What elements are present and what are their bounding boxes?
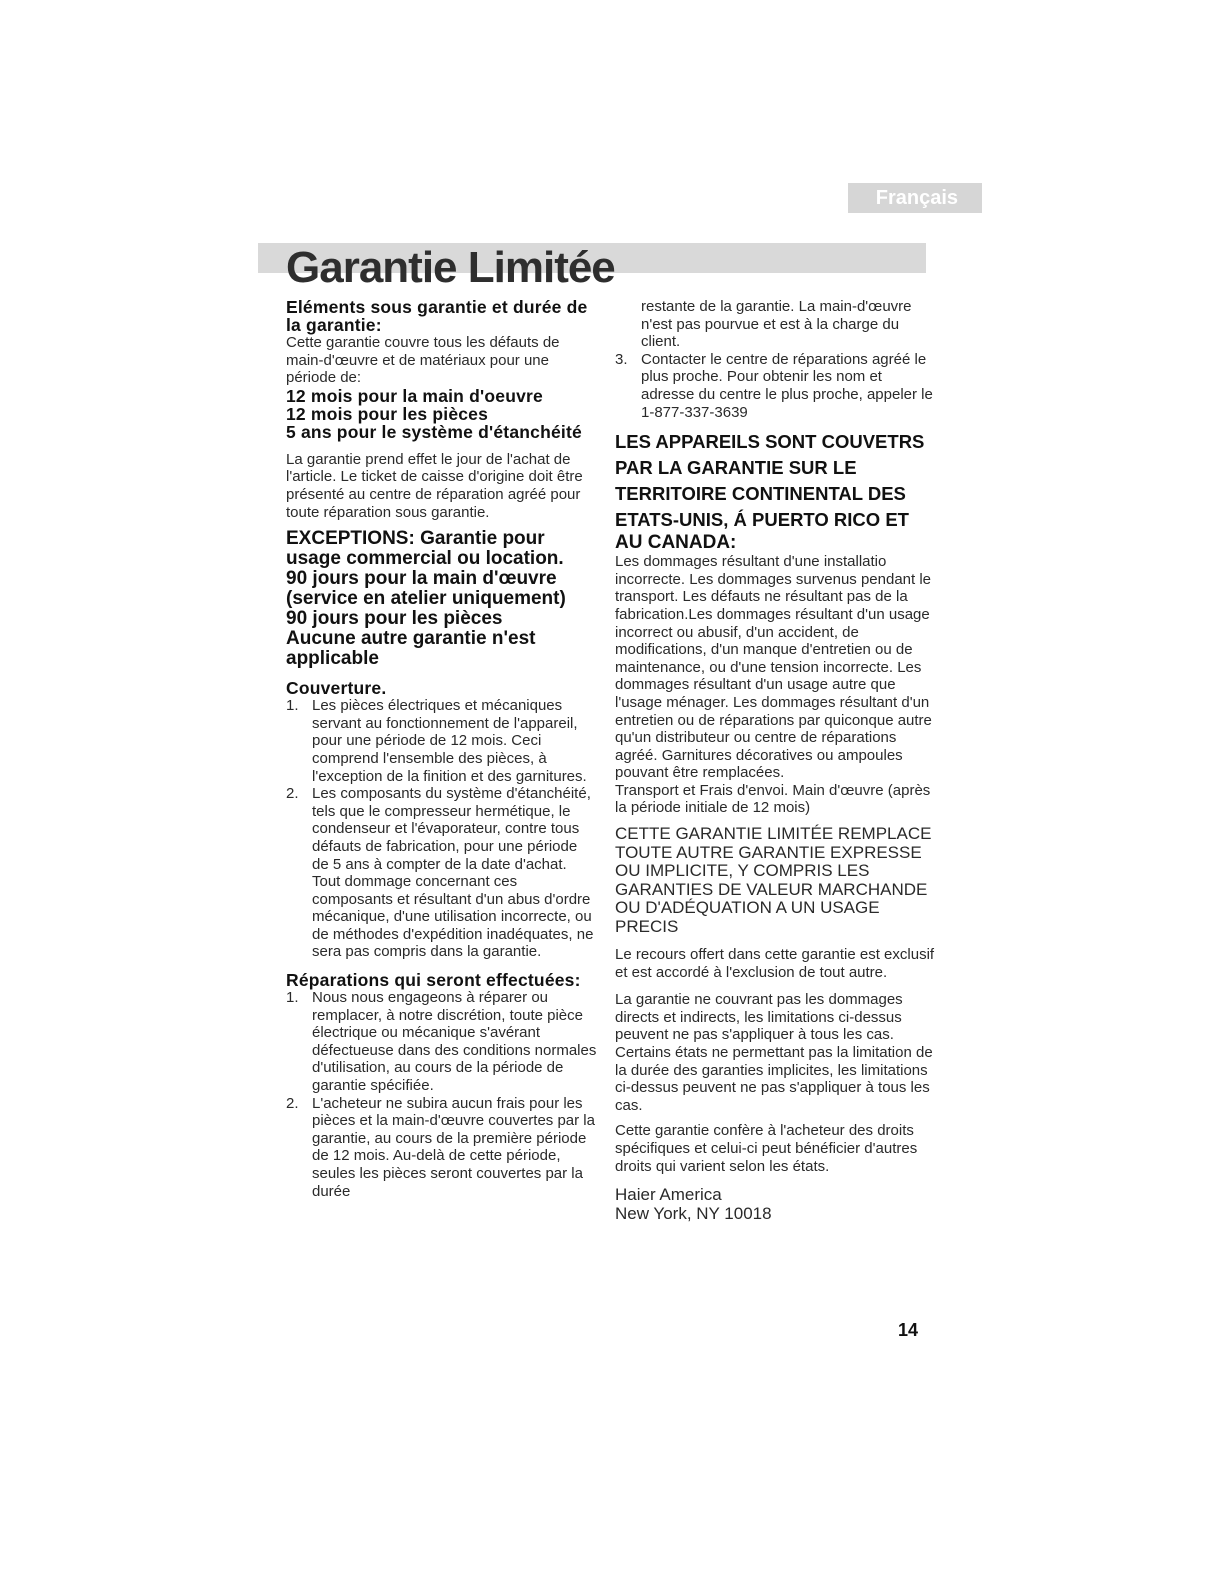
list-text: L'acheteur ne subira aucun frais pour les pièces et la main-d'œuvre couvertes par la garantie, au cours de la première période de 12 mois. Au-delà de cette période, seules les pièces seront couvertes par la durée <box>312 1094 595 1200</box>
warranty-start-paragraph: La garantie prend effet le jour de l'achat de l'article. Le ticket de caisse d'origine doit être présenté au centre de réparation agréé pour toute réparation sous garantie. <box>286 450 583 521</box>
exceptions-labor: 90 jours pour la main d'œuvre (service en atelier uniquement) <box>286 568 566 610</box>
exceptions-heading: EXCEPTIONS: Garantie pour usage commercial ou location. <box>286 528 564 570</box>
territory-heading-canada: AU CANADA: <box>615 532 737 554</box>
coverage-duration-heading: Eléments sous garantie et durée de la garantie: <box>286 297 588 335</box>
list-number: 3. <box>615 350 628 368</box>
repairs-continuation: restante de la garantie. La main-d'œuvre n'est pas pourvue et est à la charge du client. <box>641 298 912 351</box>
repairs-heading: Réparations qui seront effectuées: <box>286 970 581 991</box>
coverage-duration-body: Cette garantie couvre tous les défauts de main-d'œuvre et de matériaux pour une période de: <box>286 334 560 387</box>
list-text: Les pièces électriques et mécaniques servant au fonctionnement de l'appareil, pour une période de 12 mois. Ceci comprend l'ensemble des pièces, à l'exception de la finition et des garnitures. <box>312 697 587 785</box>
list-number: 1. <box>286 989 299 1007</box>
list-text: Contacter le centre de réparations agréé le plus proche. Pour obtenir les nom et adresse du centre le plus proche, appeler le 1-877-337-3639 <box>641 350 933 421</box>
term-labor: 12 mois pour la main d'oeuvre <box>286 385 543 406</box>
term-parts: 12 mois pour les pièces <box>286 403 489 424</box>
exceptions-none: Aucune autre garantie n'est applicable <box>286 628 536 670</box>
list-text: Les composants du système d'étanchéité, tels que le compresseur hermétique, le condenseur et l'évaporateur, contre tous défauts de fabrication, pour une période de 5 ans à compter de la date d'achat. Tout dommage concernant ces composants et résultant d'un abus d'ordre mécanique, d'une utilisation incorrecte, ou de méthodes d'expédition inadéquates, ne sera pas compris dans la garantie. <box>312 785 594 961</box>
coverage-heading: Couverture. <box>286 678 387 699</box>
list-item <box>286 697 598 785</box>
list-number: 2. <box>286 785 299 803</box>
repairs-list-continued <box>615 351 935 421</box>
right-column <box>615 298 935 1223</box>
damages-paragraph: Les dommages résultant d'une installatio incorrecte. Les dommages survenus pendant le transport. Les défauts ne résultant pas de la fabrication.Les dommages résultant d'un usage incorrect ou abusif, d'un accident, de modifications, d'un manque d'entretien ou de maintenance, ou d'une tension incorrecte. Les dommages résultant d'un usage autre que l'usage ménager. Les dommages résultant d'un entretien ou de réparations par quiconque autre qu'un distributeur ou centre de réparations agréé. Garnitures décoratives ou ampoules pouvant être remplacées. <box>615 553 932 782</box>
transport-paragraph: Transport et Frais d'envoi. Main d'œuvre (après la période initiale de 12 mois) <box>615 781 931 817</box>
page-title: Garantie Limitée <box>286 243 615 292</box>
company-city: New York, NY 10018 <box>615 1204 772 1224</box>
term-sealed-system: 5 ans pour le système d'étanchéité <box>286 421 582 442</box>
territory-heading: LES APPAREILS SONT COUVETRS PAR LA GARANTIE SUR LE TERRITOIRE CONTINENTAL DES ETATS-UNIS, Á PUERTO RICO ET <box>615 431 925 531</box>
left-column <box>286 298 598 1200</box>
list-item <box>286 989 598 1095</box>
limitations-paragraph: La garantie ne couvrant pas les dommages directs et indirects, les limitations ci-dessus peuvent ne pas s'appliquer à tous les cas. Certains états ne permettant pas la limitation de la durée des garanties implicites, les limitations ci-dessus peuvent ne pas s'appliquer à tous les cas. <box>615 991 933 1114</box>
list-item <box>615 351 935 421</box>
list-item <box>286 785 598 961</box>
list-number: 2. <box>286 1094 299 1112</box>
page-number: 14 <box>898 1320 919 1340</box>
coverage-list <box>286 697 598 961</box>
list-number: 1. <box>286 697 299 715</box>
company-name: Haier America <box>615 1185 722 1205</box>
repairs-list <box>286 989 598 1200</box>
list-text: Nous nous engageons à réparer ou remplacer, à notre discrétion, toute pièce électrique ou mécanique s'avérant défectueuse dans des conditions normales d'utilisation, au cours de la période de garantie spécifiée. <box>312 989 597 1095</box>
exceptions-parts: 90 jours pour les pièces <box>286 608 503 630</box>
exclusive-remedy-paragraph: Le recours offert dans cette garantie est exclusif et est accordé à l'exclusion de tout autre. <box>615 946 935 981</box>
list-item <box>286 1095 598 1201</box>
rights-paragraph: Cette garantie confère à l'acheteur des droits spécifiques et celui-ci peut bénéficier d'autres droits qui varient selon les états. <box>615 1122 918 1175</box>
limited-warranty-caps: CETTE GARANTIE LIMITÉE REMPLACE TOUTE AUTRE GARANTIE EXPRESSE OU IMPLICITE, Y COMPRIS LES GARANTIES DE VALEUR MARCHANDE OU D'ADÉQUATION A UN USAGE PRECIS <box>615 824 932 936</box>
language-tab: Français <box>848 183 982 213</box>
